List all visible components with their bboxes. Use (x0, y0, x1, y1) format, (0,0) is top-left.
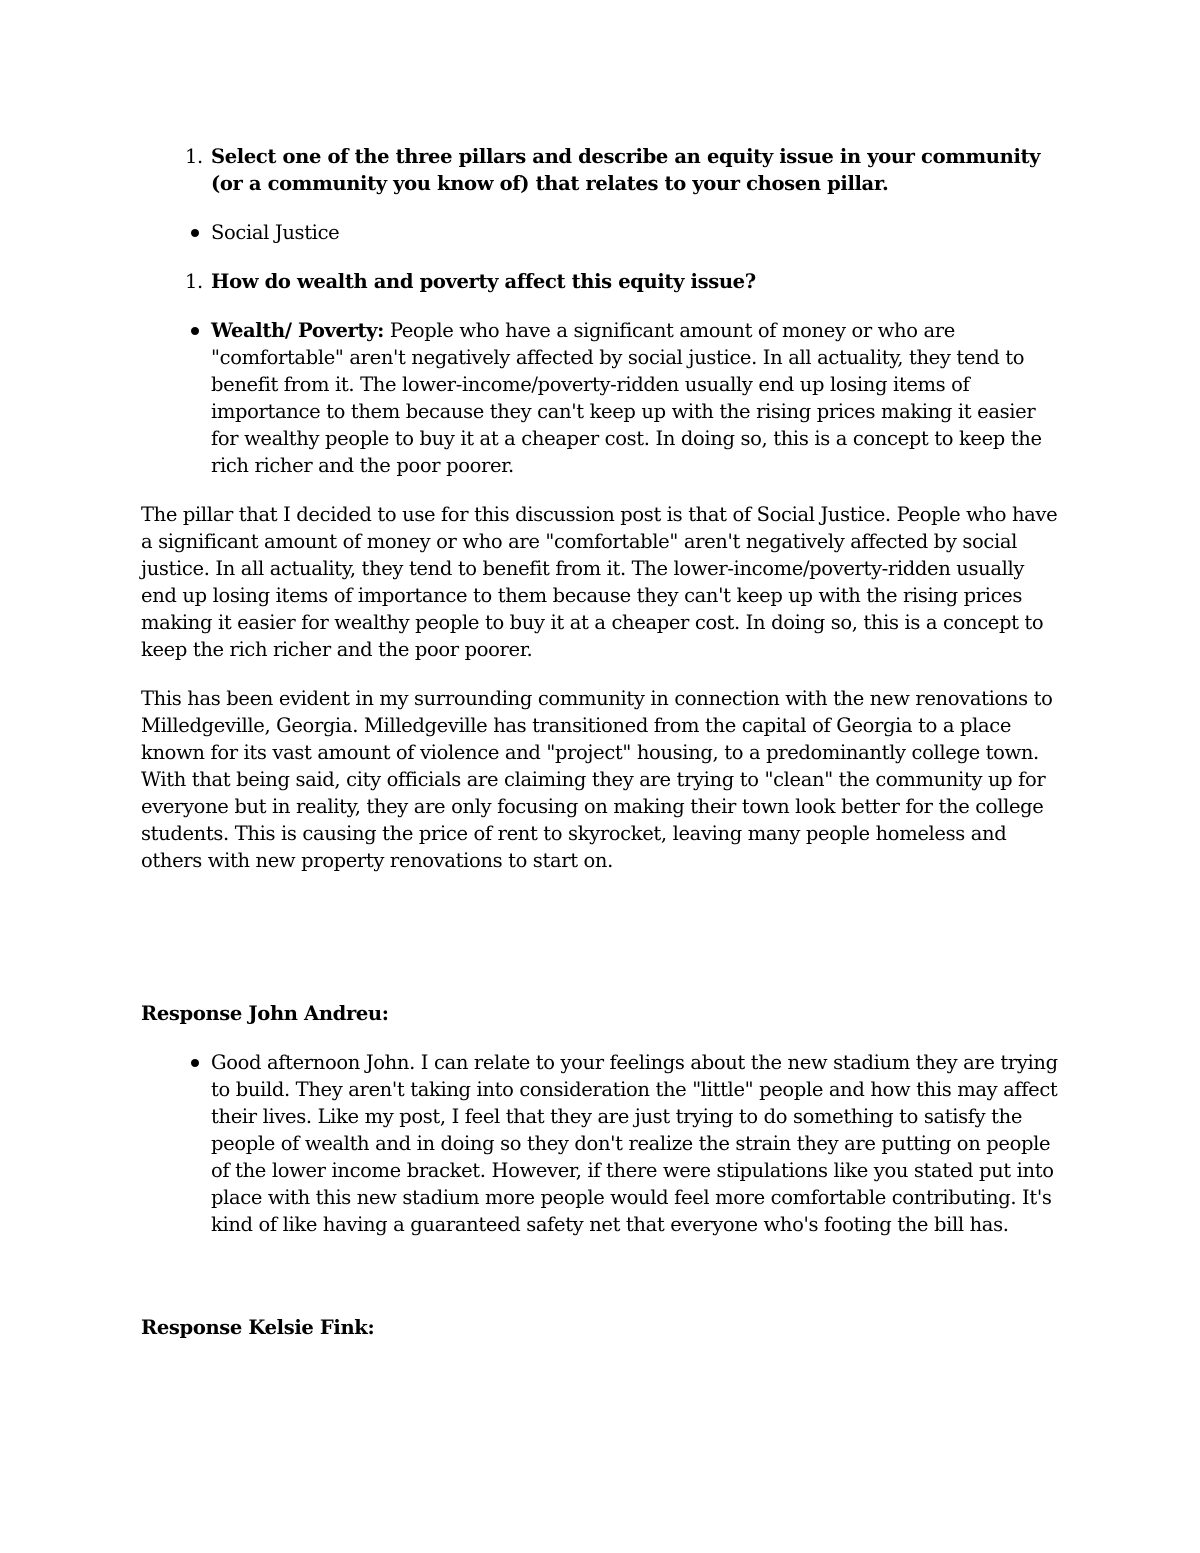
question-2 (141, 268, 1061, 295)
question-number: 1. (185, 145, 203, 168)
response-john-text: Good afternoon John. I can relate to your feelings about the new stadium they are trying to build. They aren't taking into consideration the "little" people and how this may affect their lives. Like my post, I feel that they are just trying to do something to satisfy the people of wealth and in doing so they don't realize the strain they are putting on people of the lower income bracket. However, if there were stipulations like you stated put into place with this new stadium more people would feel more comfortable contributing. It's kind of like having a guaranteed safety net that everyone who's footing the bill has. (211, 1051, 1058, 1236)
answer-wealth-text: People who have a significant amount of money or who are "comfortable" aren't negatively affected by social justice. In all actuality, they tend to benefit from it. The lower-income/poverty-ridden usually end up losing items of importance to them because they can't keep up with the rising prices making it easier for wealthy people to buy it at a cheaper cost. In doing so, this is a concept to keep the rich richer and the poor poorer. (211, 319, 1042, 477)
bullet-icon (191, 229, 199, 237)
bullet-icon (191, 327, 199, 335)
question-text: How do wealth and poverty affect this equity issue? (211, 270, 756, 293)
question-1 (141, 143, 1061, 197)
document-content (141, 143, 1061, 1363)
spacer (141, 896, 1061, 1000)
response-heading-kelsie: Response Kelsie Fink: (141, 1316, 375, 1339)
question-number: 1. (185, 270, 203, 293)
body-paragraph-1: The pillar that I decided to use for this discussion post is that of Social Justice. People who have a significant amount of money or who are "comfortable" aren't negatively affected by social justice. In all actuality, they tend to benefit from it. The lower-income/poverty-ridden usually end up losing items of importance to them because they can't keep up with the rising prices making it easier for wealthy people to buy it at a cheaper cost. In doing so, this is a concept to keep the rich richer and the poor poorer. (141, 503, 1058, 661)
response-heading-john: Response John Andreu: (141, 1002, 389, 1025)
answer-pillar-item (141, 219, 1061, 246)
body-paragraph-2: This has been evident in my surrounding community in connection with the new renovations to Milledgeville, Georgia. Milledgeville has transitioned from the capital of Georgia to a place known for its vast amount of violence and "project" housing, to a predominantly college town. With that being said, city officials are claiming they are trying to "clean" the community up for everyone but in reality, they are only focusing on making their town look better for the college students. This is causing the price of rent to skyrocket, leaving many people homeless and others with new property renovations to start on. (141, 687, 1053, 872)
response-john-item (141, 1049, 1061, 1238)
spacer (141, 1260, 1061, 1314)
answer-wealth-item (141, 317, 1061, 479)
question-text: Select one of the three pillars and describe an equity issue in your community (or a community you know of) that relates to your chosen pillar. (211, 145, 1041, 195)
bullet-icon (191, 1059, 199, 1067)
answer-pillar-text: Social Justice (211, 221, 340, 244)
answer-wealth-label: Wealth/ Poverty: (211, 319, 384, 342)
